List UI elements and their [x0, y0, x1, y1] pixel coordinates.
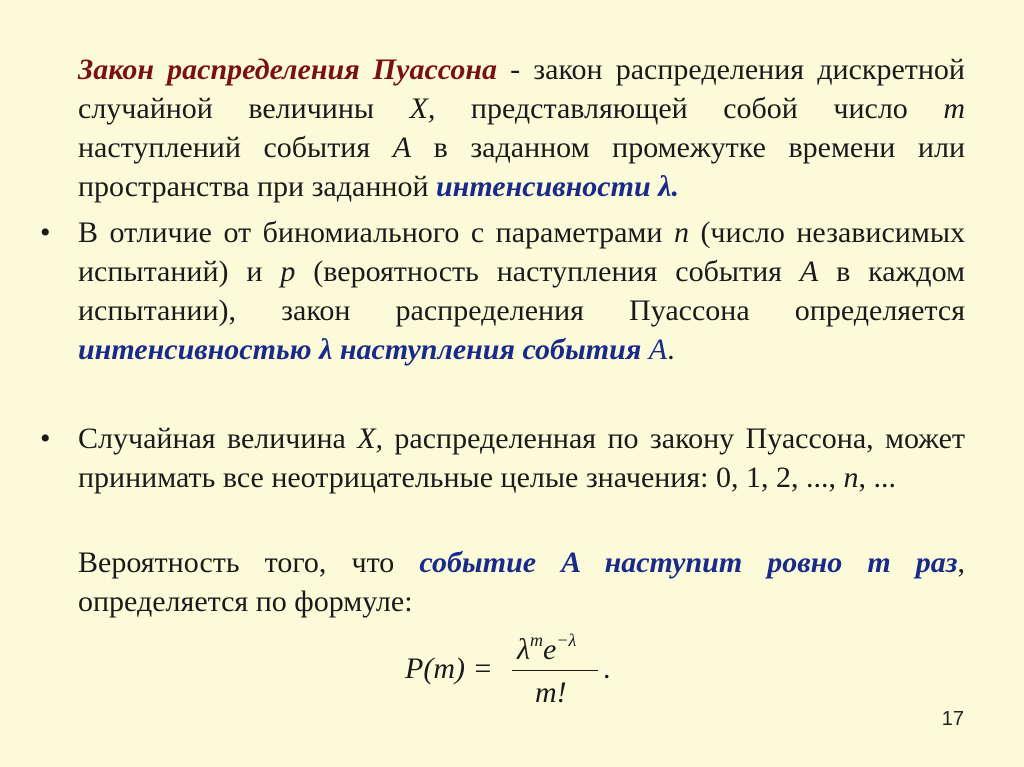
- term-poisson-law: Закон распределения Пуассона: [78, 53, 497, 86]
- fraction-bar: [512, 670, 598, 671]
- bullet-1-marker: •: [40, 216, 51, 249]
- page-number: 17: [941, 708, 964, 730]
- formula-numerator: $\lambda^me^{-\lambda}$: [517, 630, 577, 666]
- formula-period: .: [603, 652, 611, 685]
- term-intensity-of-occurrence: интенсивностью λ наступления события A: [78, 333, 668, 366]
- definition-paragraph: Закон распределения Пуассона - закон распределения дискретной случайной величины X, представляющей собой число m наступлений события A в заданном промежутке времени или пространства при заданной интенсивности λ.: [78, 53, 965, 203]
- bullet-2-marker: •: [40, 422, 51, 455]
- formula-lhs: P(m) =: [405, 652, 493, 685]
- formula-denominator: m!: [535, 676, 567, 709]
- poisson-formula: [405, 630, 635, 710]
- bullet-2-text: Случайная величина X, распределенная по закону Пуассона, может принимать все неотрицательные целые значения: 0, 1, 2, ..., n, ...: [78, 422, 965, 494]
- bullet-1-text: В отличие от биномиального с параметрами n (число независимых испытаний) и p (вероятность наступления события A в каждом испытании), закон распределения Пуассона определяется интенсивностью λ наступления события A.: [78, 216, 965, 366]
- probability-paragraph: Вероятность того, что событие A наступит ровно m раз, определяется по формуле:: [78, 546, 965, 618]
- term-intensity: интенсивности λ.: [436, 170, 679, 203]
- term-event-occurs-m-times: событие A наступит ровно m раз: [419, 546, 958, 579]
